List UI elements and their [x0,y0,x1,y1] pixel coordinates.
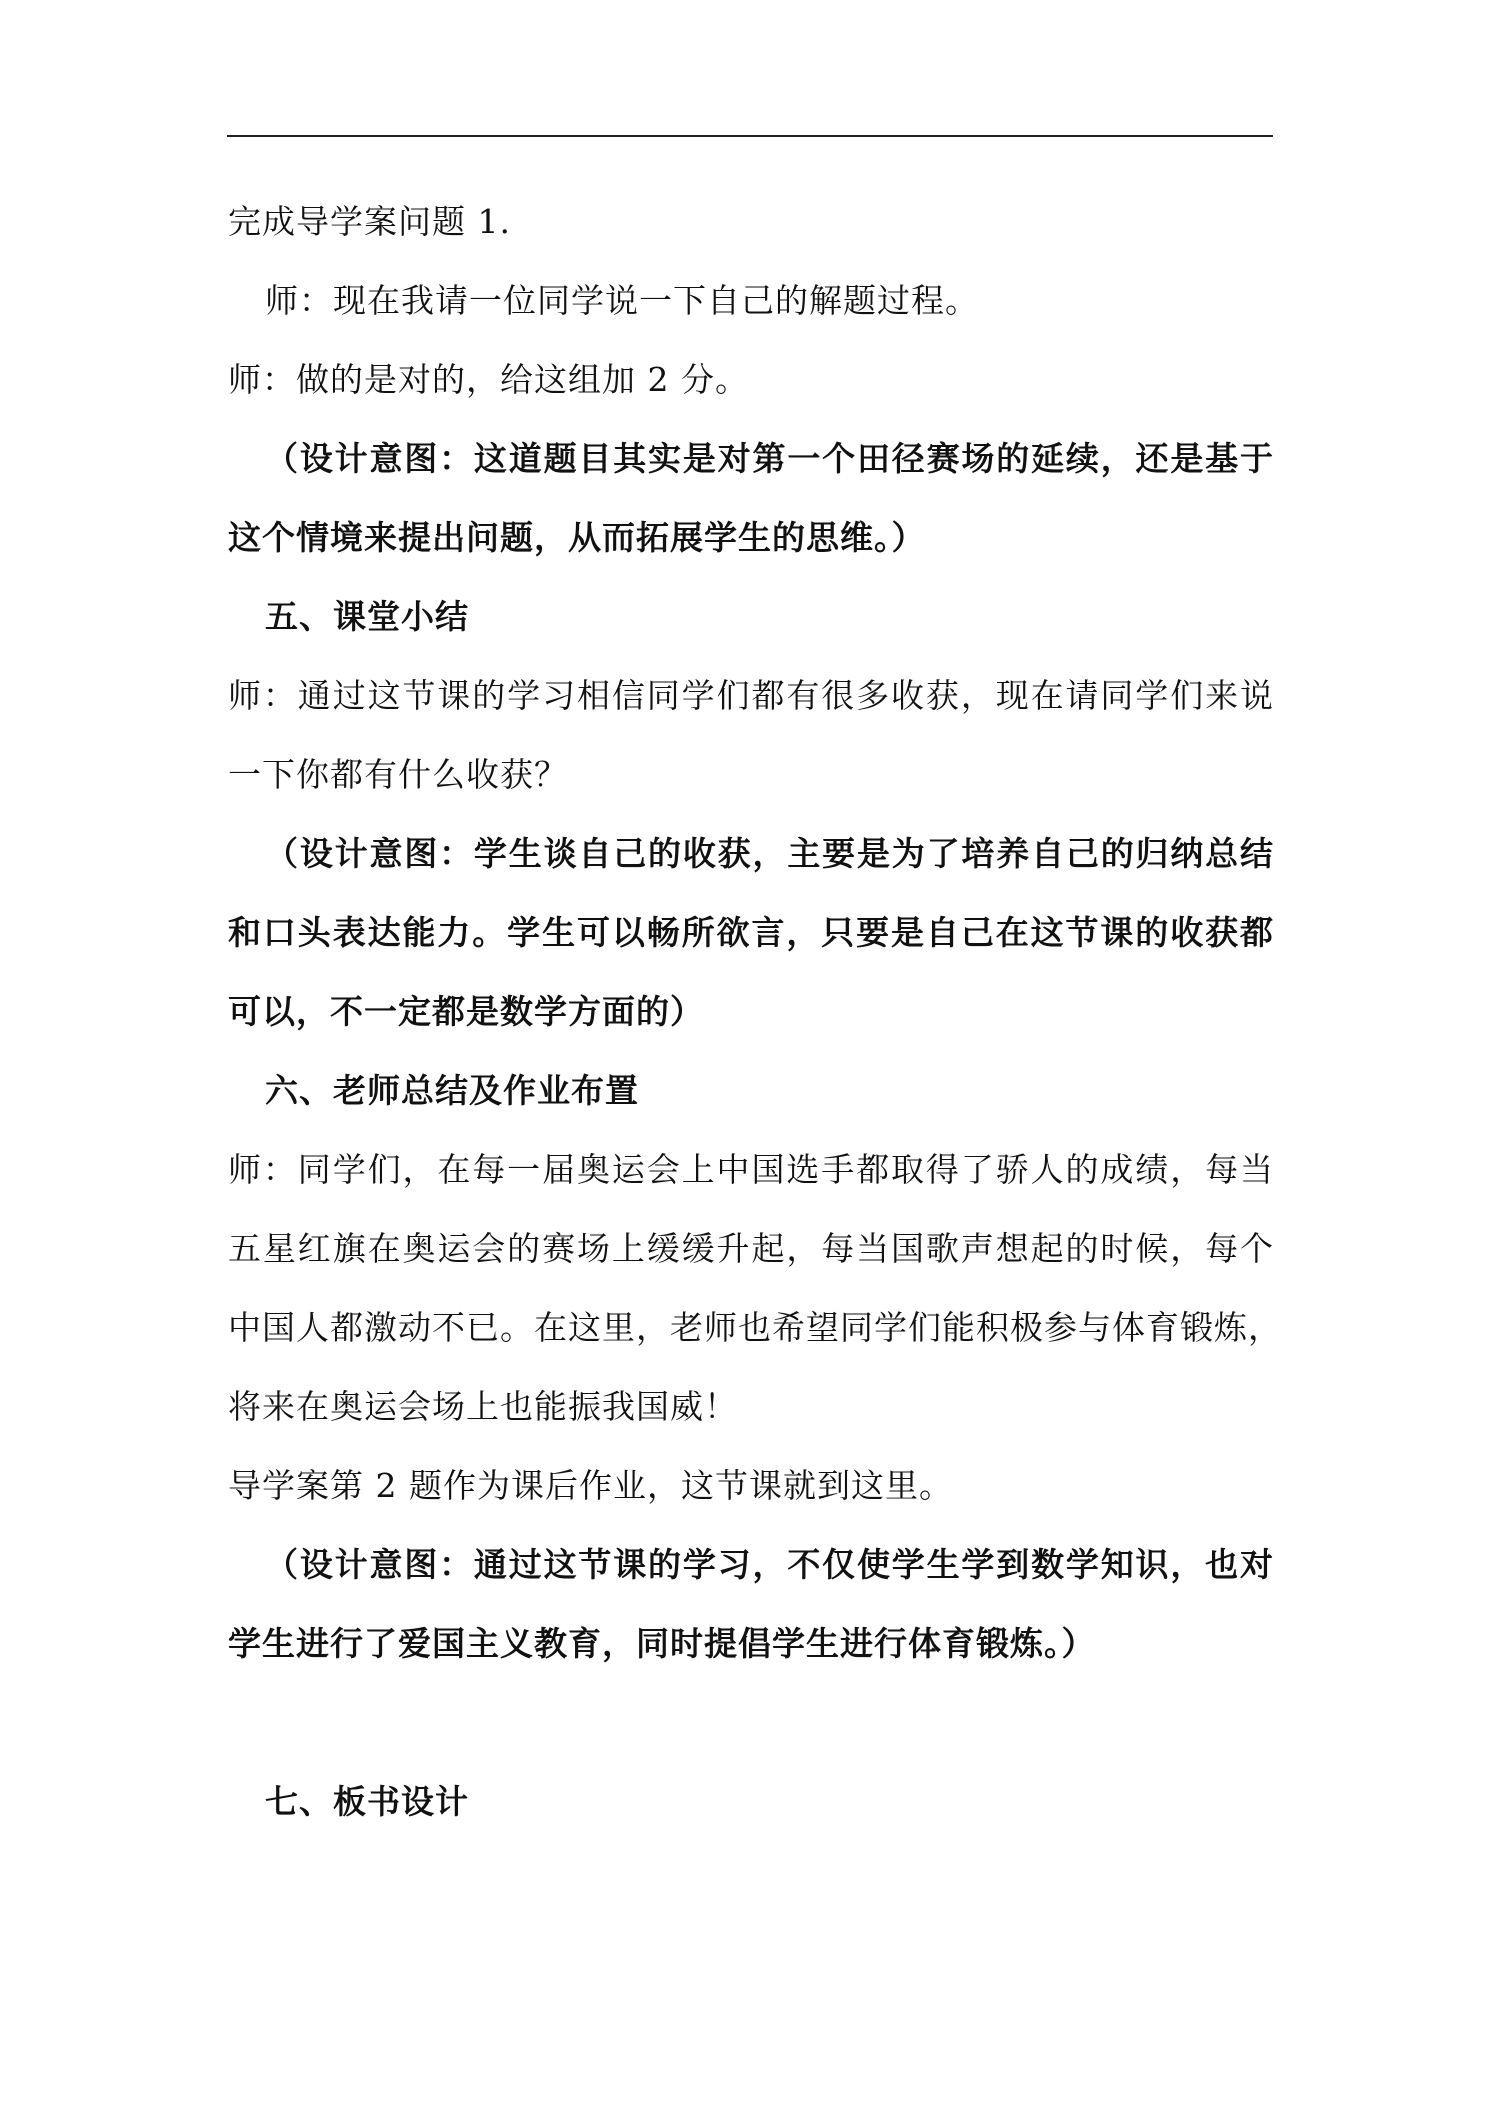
section-heading: 五、课堂小结 [265,597,469,636]
text-line: 完成导学案问题 1. [228,202,511,241]
text-line: 导学案第 2 题作为课后作业，这节课就到这里。 [228,1466,953,1505]
document-body [228,182,1282,1841]
text-line: 师：做的是对的，给这组加 2 分。 [228,360,749,399]
design-intent-line: （设计意图：学生谈自己的收获，主要是为了培养自己的归纳总结 [265,834,1274,873]
text-line: 中国人都激动不已。在这里，老师也希望同学们能积极参与体育锻炼， [228,1308,1282,1347]
design-intent-line: 和口头表达能力。学生可以畅所欲言，只要是自己在这节课的收获都 [228,913,1274,952]
text-line: 五星红旗在奥运会的赛场上缓缓升起，每当国歌声想起的时候，每个 [228,1229,1274,1268]
section-heading: 六、老师总结及作业布置 [265,1071,639,1110]
section-heading: 七、板书设计 [265,1782,469,1821]
blank-line [228,1683,1274,1762]
design-intent-line: 学生进行了爱国主义教育，同时提倡学生进行体育锻炼。） [228,1624,1096,1663]
design-intent-line: （设计意图：通过这节课的学习，不仅使学生学到数学知识，也对 [265,1545,1274,1584]
design-intent-line: 这个情境来提出问题，从而拓展学生的思维。） [228,518,926,557]
text-line: 师：同学们，在每一届奥运会上中国选手都取得了骄人的成绩，每当 [228,1150,1274,1189]
text-line: 师：通过这节课的学习相信同学们都有很多收获，现在请同学们来说 [228,676,1274,715]
design-intent-line: 可以，不一定都是数学方面的） [228,992,704,1031]
text-line: 师：现在我请一位同学说一下自己的解题过程。 [265,281,979,320]
design-intent-line: （设计意图：这道题目其实是对第一个田径赛场的延续，还是基于 [265,439,1274,478]
text-line: 一下你都有什么收获？ [228,755,568,794]
text-line: 将来在奥运会场上也能振我国威！ [228,1387,738,1426]
header-rule [227,135,1273,137]
